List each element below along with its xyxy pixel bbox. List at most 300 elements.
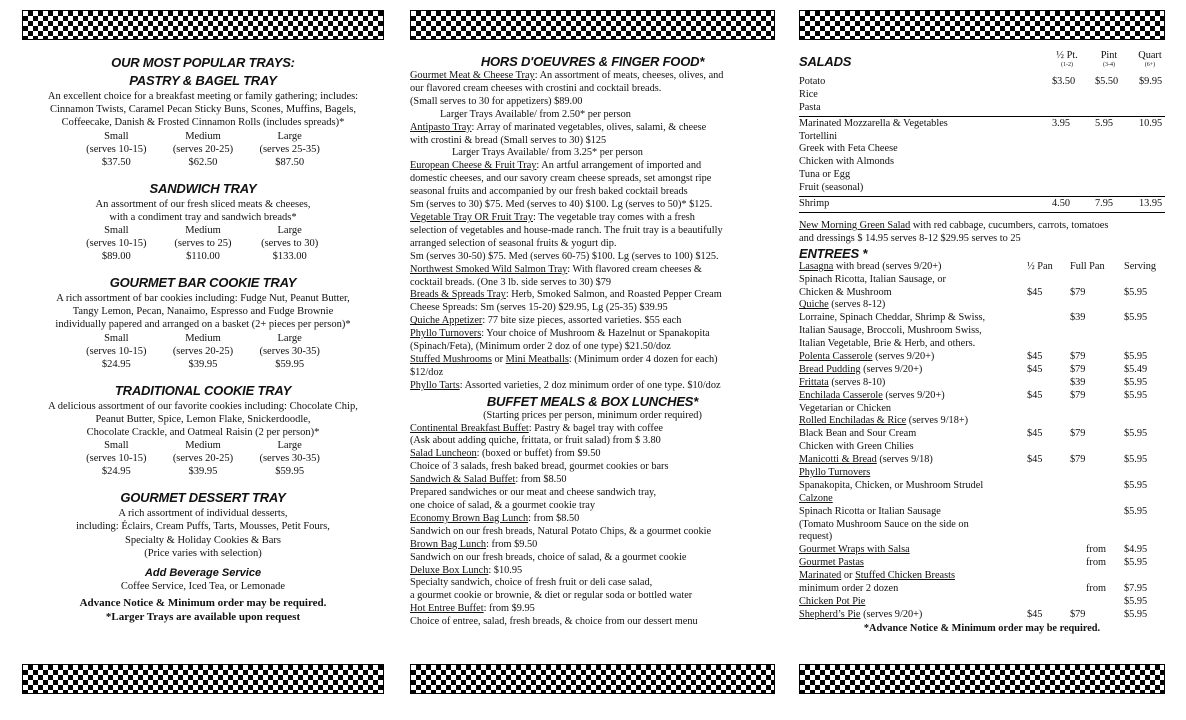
col-sub: (6+): [1144, 62, 1156, 68]
entree-price: from: [1086, 557, 1107, 569]
entree-price: $45: [1027, 286, 1043, 298]
entree-text: (Tomato Mushroom Sauce on the side on: [799, 518, 969, 530]
entree-price: $79: [1070, 286, 1086, 298]
item-name: Mini Meatballs: [505, 353, 569, 365]
serves-label: (serves 20-25): [172, 453, 234, 465]
entree-text: with bread (serves 9/20+): [833, 260, 942, 272]
entree-name: [799, 299, 885, 312]
menu-line: [410, 487, 775, 500]
item-text: : An artful arrangement of imported and: [536, 160, 702, 172]
buffet-list: [410, 423, 775, 630]
entree-row: [799, 403, 1165, 416]
salad-row: [799, 76, 1165, 89]
entree-name: [799, 351, 934, 364]
entree-row: [799, 428, 1165, 441]
menu-line: [410, 590, 775, 603]
entree-row: [799, 557, 1165, 570]
entree-price: $5.95: [1124, 479, 1148, 491]
entree-name: [799, 596, 865, 609]
entree-name: [799, 544, 910, 557]
entree-row: [799, 261, 1165, 274]
size-label: Large: [277, 332, 302, 344]
desc-line: A rich assortment of individual desserts,: [118, 508, 288, 520]
salad-row: [799, 118, 1165, 131]
entree-row: [799, 544, 1165, 557]
serves-label: (serves to 25): [174, 238, 232, 250]
serves-label: (serves 10-15): [86, 453, 147, 465]
serves-label: (serves 20-25): [172, 143, 234, 155]
item-text: our flavored cream cheeses with crostini and cocktail breads.: [410, 82, 662, 94]
item-text: Choice of entree, salad, fresh breads, & choice from our dessert menu: [410, 616, 698, 628]
size-label: Small: [104, 225, 129, 237]
entree-row: [799, 506, 1165, 519]
desc-line: with a condiment tray and sandwich breads*: [109, 211, 297, 223]
entree-row: [799, 351, 1165, 364]
popular-trays-column: [22, 50, 384, 662]
serves-label: (serves 20-25): [172, 345, 234, 357]
price: $59.95: [275, 358, 305, 370]
checker-border-bottom-middle: [410, 664, 775, 694]
entree-col-label: Serving: [1124, 260, 1157, 272]
checker-border-top-right: [799, 10, 1165, 40]
item-text: $12/doz: [410, 366, 444, 378]
menu-line: [410, 461, 775, 474]
entree-text: (serves 9/20+): [872, 350, 935, 362]
salads-title: SALADS: [799, 54, 852, 69]
entree-price: $5.95: [1124, 557, 1148, 569]
entree-price: $79: [1070, 363, 1086, 375]
serves-label: (serves 10-15): [86, 345, 147, 357]
entree-name: [799, 570, 955, 583]
menu-line: [410, 539, 775, 552]
price: $24.95: [101, 358, 131, 370]
menu-line: [410, 199, 775, 212]
sandwich-tray-description: [22, 198, 384, 224]
entree-title: Chicken Pot Pie: [799, 595, 866, 607]
menu-line: [410, 367, 775, 380]
entree-row: [799, 390, 1165, 403]
item-text: Sandwich on our fresh breads, Natural Potato Chips, & a gourmet cookie: [410, 525, 712, 537]
advance-notice: Advance Notice & Minimum order may be required.: [79, 597, 327, 610]
size-label: Medium: [185, 130, 221, 142]
beverage-service-description: Coffee Service, Iced Tea, or Lemonade: [120, 581, 286, 593]
entrees-header: [799, 246, 1165, 261]
entree-price: from: [1086, 582, 1107, 594]
entree-text: (serves 9/18): [876, 454, 933, 466]
size-label: Large: [277, 225, 302, 237]
col-label: ½ Pt.: [1056, 50, 1078, 61]
entree-text: Spinach Ricotta or Italian Sausage: [799, 505, 941, 517]
pastry-bagel-prices: [73, 130, 333, 169]
menu-line: [410, 83, 775, 96]
entree-row: [799, 454, 1165, 467]
item-text: : Assorted varieties, 2 doz minimum order of one type. $10/doz: [459, 379, 721, 391]
item-text: Sm (serves to 30) $75. Med (serves to 40) $100. Lg (serves to 50)* $125.: [410, 199, 713, 211]
entree-text: (serves 9/20+): [860, 608, 923, 620]
item-name: Vegetable Tray OR Fruit Tray: [410, 211, 533, 223]
item-text: arranged selection of seasonal fruits & yogurt dip.: [410, 237, 617, 249]
salad-row: [799, 102, 1165, 115]
entree-price: $5.95: [1124, 608, 1148, 620]
entree-price: $5.49: [1124, 363, 1148, 375]
menu-line: [410, 603, 775, 616]
entree-text: (serves 9/20+): [860, 363, 923, 375]
entree-name: [799, 480, 983, 493]
entree-row: [799, 596, 1165, 609]
entree-title: Manicotti & Bread: [799, 454, 877, 466]
entree-name: [799, 312, 985, 325]
salad-price: $3.50: [1052, 76, 1076, 87]
entree-price: $79: [1070, 350, 1086, 362]
serves-label: (serves 25-35): [259, 143, 320, 155]
entree-row: [799, 441, 1165, 454]
menu-line: [410, 289, 775, 302]
salad-row: [799, 131, 1165, 144]
menu-line: [410, 212, 775, 225]
salad-price: $9.95: [1139, 76, 1163, 87]
entree-name: [799, 287, 892, 300]
entree-price: $45: [1027, 454, 1043, 466]
item-name: Economy Brown Bag Lunch: [410, 512, 529, 524]
entree-row: [799, 519, 1165, 532]
entree-text: or: [841, 570, 856, 582]
entree-name: [799, 274, 946, 287]
salad-price: 4.50: [1052, 198, 1071, 210]
checker-border-bottom-right: [799, 664, 1165, 694]
traditional-cookie-tray-title: TRADITIONAL COOKIE TRAY: [114, 382, 292, 398]
entree-name: [799, 519, 969, 532]
menu-line: [410, 225, 775, 238]
item-text: a gourmet cookie or brownie, & diet or regular soda or bottled water: [410, 590, 693, 602]
salad-name: Greek with Feta Cheese: [799, 143, 898, 155]
entree-title: Stuffed Chicken Breasts: [855, 570, 955, 582]
entree-price: $45: [1027, 428, 1043, 440]
entree-name: [799, 493, 833, 506]
entree-row: [799, 364, 1165, 377]
hors-doeuvres-list: [410, 70, 775, 393]
desc-line: Cinnamon Twists, Caramel Pecan Sticky Buns, Scones, Muffins, Bagels,: [50, 104, 356, 116]
menu-line: [410, 435, 775, 448]
desc-line: including: Éclairs, Cream Puffs, Tarts, Mousses, Petit Fours,: [76, 521, 330, 533]
size-label: Small: [104, 332, 129, 344]
menu-line: [410, 173, 775, 186]
entree-title: Calzone: [799, 492, 833, 504]
entree-price: $79: [1070, 389, 1086, 401]
item-text: Larger Trays Available/ from 2.50* per person: [440, 108, 631, 120]
size-label: Large: [277, 130, 302, 142]
item-text: : Herb, Smoked Salmon, and Roasted Pepper Cream: [505, 289, 722, 301]
menu-line: [410, 423, 775, 436]
item-text: : Array of marinated vegetables, olives, salami, & cheese: [471, 121, 707, 133]
item-text: Larger Trays Available/ from 3.25* per person: [452, 147, 643, 159]
traditional-cookie-tray-description: [22, 400, 384, 440]
green-salad-prices: and dressings $ 14.95 serves 8-12 $29.95 serves to 25: [799, 232, 1021, 244]
entree-price: $5.95: [1124, 286, 1148, 298]
entrees-title: ENTREES *: [799, 245, 868, 261]
hors-doeuvres-title: HORS D'OEUVRES & FINGER FOOD*: [480, 54, 705, 69]
entree-row: [799, 312, 1165, 325]
item-name: Stuffed Mushrooms: [410, 353, 492, 365]
item-name: Breads & Spreads Tray: [410, 289, 506, 301]
salad-col-quart: [1125, 50, 1165, 69]
item-text: Specialty sandwich, choice of fresh fruit or deli case salad,: [410, 577, 653, 589]
entree-title: Shepherd’s Pie: [799, 608, 861, 620]
desc-line: A rich assortment of bar cookies including: Fudge Nut, Peanut Butter,: [56, 293, 350, 305]
hors-doeuvres-column: [410, 50, 775, 662]
menu-line: [410, 526, 775, 539]
item-text: or: [491, 353, 506, 365]
item-name: Hot Entree Buffet: [410, 603, 484, 615]
item-name: Phyllo Turnovers: [410, 328, 482, 340]
dessert-tray-title: GOURMET DESSERT TRAY: [120, 490, 286, 506]
entree-col-label: ½ Pan: [1027, 260, 1053, 272]
entree-text: Chicken & Mushroom: [799, 286, 892, 298]
larger-trays-note: *Larger Trays are available upon request: [105, 610, 301, 623]
menu-line: [410, 251, 775, 264]
entree-row: [799, 415, 1165, 428]
desc-line: individually papered and arranged on a basket (2+ pieces per person)*: [55, 319, 351, 331]
entree-name: [799, 415, 968, 428]
salad-row: [799, 169, 1165, 182]
entree-text: Spanakopita, Chicken, or Mushroom Strudel: [799, 479, 984, 491]
entrees-notice: *Advance Notice & Minimum order may be required.: [863, 622, 1101, 634]
entree-row: [799, 467, 1165, 480]
desc-line: (Price varies with selection): [144, 547, 262, 559]
entree-row: [799, 570, 1165, 583]
entree-title: Gourmet Pastas: [799, 557, 864, 569]
item-text: : An assortment of meats, cheeses, olives, and: [534, 70, 724, 81]
entree-name: [799, 377, 885, 390]
menu-line: [410, 577, 775, 590]
entree-name: [799, 557, 864, 570]
price: $110.00: [186, 251, 220, 263]
green-salad-name: New Morning Green Salad: [799, 219, 911, 231]
entree-text: (serves 8-10): [828, 376, 886, 388]
salad-price: 10.95: [1139, 117, 1163, 129]
size-label: Medium: [185, 332, 221, 344]
entree-price: $79: [1070, 428, 1086, 440]
serves-label: (serves 10-15): [86, 143, 147, 155]
menu-line: [410, 277, 775, 290]
checker-border-bottom-left: [22, 664, 384, 694]
size-label: Small: [104, 440, 129, 452]
salad-price: 3.95: [1052, 117, 1071, 129]
entree-price: $45: [1027, 608, 1043, 620]
entree-price: $45: [1027, 350, 1043, 362]
salad-name: Potato: [799, 76, 826, 87]
menu-line: [410, 135, 775, 148]
menu-line: [410, 238, 775, 251]
col-sub: (1-2): [1061, 62, 1073, 68]
entree-title: Bread Pudding: [799, 363, 861, 375]
menu-line: [410, 186, 775, 199]
item-text: (Spinach/Feta), (Minimum order 2 doz of one type) $21.50/doz: [410, 341, 671, 353]
salad-price: 5.95: [1095, 117, 1114, 129]
item-text: : from $9.95: [483, 603, 535, 615]
entree-price: $39: [1070, 376, 1086, 388]
menu-line: [410, 122, 775, 135]
entree-row: [799, 287, 1165, 300]
entree-text: Vegetarian or Chicken: [799, 402, 892, 414]
entree-row: [799, 325, 1165, 338]
item-name: Antipasto Tray: [410, 121, 472, 133]
size-label: Medium: [185, 225, 221, 237]
entree-row: [799, 583, 1165, 596]
entree-price: $7.95: [1124, 582, 1148, 594]
entree-price: $5.95: [1124, 454, 1148, 466]
item-name: Phyllo Tarts: [410, 379, 460, 391]
desc-line: An excellent choice for a breakfast meeting or family gathering; includes:: [47, 91, 359, 102]
menu-line: [410, 565, 775, 578]
entree-row: [799, 299, 1165, 312]
serves-label: (serves 30-35): [259, 345, 320, 357]
entree-row: [799, 493, 1165, 506]
salad-price: 13.95: [1139, 198, 1163, 210]
salad-row: [799, 89, 1165, 102]
item-name: Gourmet Meat & Cheese Tray: [410, 70, 535, 81]
price: $87.50: [275, 156, 305, 168]
entree-price: from: [1086, 544, 1107, 556]
item-text: Choice of 3 salads, fresh baked bread, gourmet cookies or bars: [410, 461, 669, 473]
salad-row: [799, 143, 1165, 156]
price: $89.00: [101, 251, 131, 263]
item-text: : (boxed or buffet) from $9.50: [476, 448, 601, 460]
menu-line: [410, 341, 775, 354]
salad-name: Chicken with Almonds: [799, 156, 894, 168]
menu-line: [410, 109, 775, 122]
entree-price: $45: [1027, 389, 1043, 401]
bar-cookie-tray-prices: [73, 332, 333, 371]
entree-text: request): [799, 531, 833, 543]
item-text: : The vegetable tray comes with a fresh: [533, 211, 695, 223]
item-text: seasonal fruits and accompanied by our fresh baked cocktail breads: [410, 186, 688, 198]
size-label: Medium: [185, 440, 221, 452]
price: $59.95: [275, 466, 305, 478]
item-text: Sandwich on our fresh breads, choice of salad, & a gourmet cookie: [410, 551, 687, 563]
serves-label: (serves 10-15): [86, 238, 147, 250]
menu-line: [410, 302, 775, 315]
entree-price: $5.95: [1124, 312, 1148, 324]
entree-name: [799, 364, 922, 377]
item-name: Continental Breakfast Buffet: [410, 422, 529, 434]
entree-name: [799, 441, 914, 454]
item-text: : $10.95: [488, 564, 523, 576]
menu-line: [410, 147, 775, 160]
desc-line: Specialty & Holiday Cookies & Bars: [124, 534, 282, 546]
entree-name: [799, 403, 891, 416]
salad-rows: [799, 76, 1165, 213]
entree-row: [799, 531, 1165, 544]
entree-name: [799, 467, 870, 480]
entree-text: minimum order 2 dozen: [799, 582, 899, 594]
entree-row: [799, 480, 1165, 493]
beverage-service-title: Add Beverage Service: [144, 567, 262, 580]
size-label: Small: [104, 130, 129, 142]
entree-name: [799, 454, 933, 467]
checker-border-top-left: [22, 10, 384, 40]
col-label: Quart: [1138, 50, 1162, 61]
entree-name: [799, 338, 975, 351]
serves-label: (serves to 30): [261, 238, 319, 250]
item-name: Brown Bag Lunch: [410, 538, 487, 550]
dessert-tray-description: [22, 507, 384, 560]
col-label: Pint: [1100, 50, 1118, 61]
entree-price: $5.95: [1124, 376, 1148, 388]
entree-row: [799, 338, 1165, 351]
salad-name: Shrimp: [799, 198, 830, 210]
price: $24.95: [101, 466, 131, 478]
menu-line: [410, 315, 775, 328]
price: $133.00: [272, 251, 307, 263]
salad-name: Pasta: [799, 101, 821, 113]
item-text: : (Minimum order 4 dozen for each): [568, 353, 718, 365]
item-text: : With flavored cream cheeses &: [567, 263, 702, 275]
item-text: with crostini & bread (Small serves to 30) $125: [410, 134, 607, 146]
checker-border-top-middle: [410, 10, 775, 40]
buffet-title: BUFFET MEALS & BOX LUNCHES*: [486, 393, 699, 409]
entree-row: [799, 377, 1165, 390]
divider: [799, 196, 1165, 197]
menu-line: [410, 328, 775, 341]
entree-text: Spinach Ricotta, Italian Sausage, or: [799, 273, 946, 285]
item-name: Sandwich & Salad Buffet: [410, 474, 516, 486]
entree-text: (serves 9/20+): [882, 389, 945, 401]
desc-line: Peanut Butter, Spice, Lemon Flake, Snickerdoodle,: [95, 413, 311, 425]
entree-price: $4.95: [1124, 544, 1148, 556]
entree-title: Frittata: [799, 376, 829, 388]
menu-line: [410, 448, 775, 461]
item-name: Quiche Appetizer: [410, 315, 483, 327]
bar-cookie-tray-description: [22, 292, 384, 332]
menu-line: [410, 552, 775, 565]
salad-row: [799, 156, 1165, 169]
entree-name: [799, 609, 922, 622]
entree-text: (serves 8-12): [828, 299, 886, 311]
entree-title: Lasagna: [799, 260, 834, 272]
entree-title: Rolled Enchiladas & Rice: [799, 415, 907, 427]
desc-line: An assortment of our fresh sliced meats & cheeses,: [95, 198, 311, 210]
entree-title: Phyllo Turnovers: [799, 466, 871, 478]
entree-price: $5.95: [1124, 428, 1148, 440]
entree-name: [799, 506, 941, 519]
price: $39.95: [188, 358, 218, 370]
entree-price: $5.95: [1124, 389, 1148, 401]
entree-price: $5.95: [1124, 595, 1148, 607]
divider: [799, 212, 1165, 213]
entree-name: [799, 428, 916, 441]
entree-text: Italian Vegetable, Brie & Herb, and others.: [799, 338, 976, 350]
menu-line: [410, 474, 775, 487]
item-text: : Your choice of Mushroom & Hazelnut or Spanakopita: [481, 328, 710, 340]
entree-price: $39: [1070, 312, 1086, 324]
item-name: European Cheese & Fruit Tray: [410, 160, 537, 172]
popular-trays-heading: OUR MOST POPULAR TRAYS:: [111, 55, 295, 70]
bar-cookie-tray-title: GOURMET BAR COOKIE TRAY: [109, 275, 297, 291]
entree-col-label: Full Pan: [1070, 260, 1105, 272]
menu-line: [410, 500, 775, 513]
entree-price: $79: [1070, 608, 1086, 620]
entree-title: Polenta Casserole: [799, 350, 873, 362]
item-text: Prepared sandwiches or our meat and cheese sandwich tray,: [410, 487, 657, 499]
menu-line: [410, 513, 775, 526]
serves-label: (serves 30-35): [259, 453, 320, 465]
entree-title: Gourmet Wraps with Salsa: [799, 544, 910, 556]
entree-price: $45: [1027, 363, 1043, 375]
item-name: Northwest Smoked Wild Salmon Tray: [410, 263, 568, 275]
item-name: Deluxe Box Lunch: [410, 564, 489, 576]
desc-line: Chocolate Crackle, and Oatmeal Raisin (2 per person)*: [86, 427, 320, 439]
salad-name: Rice: [799, 88, 818, 100]
